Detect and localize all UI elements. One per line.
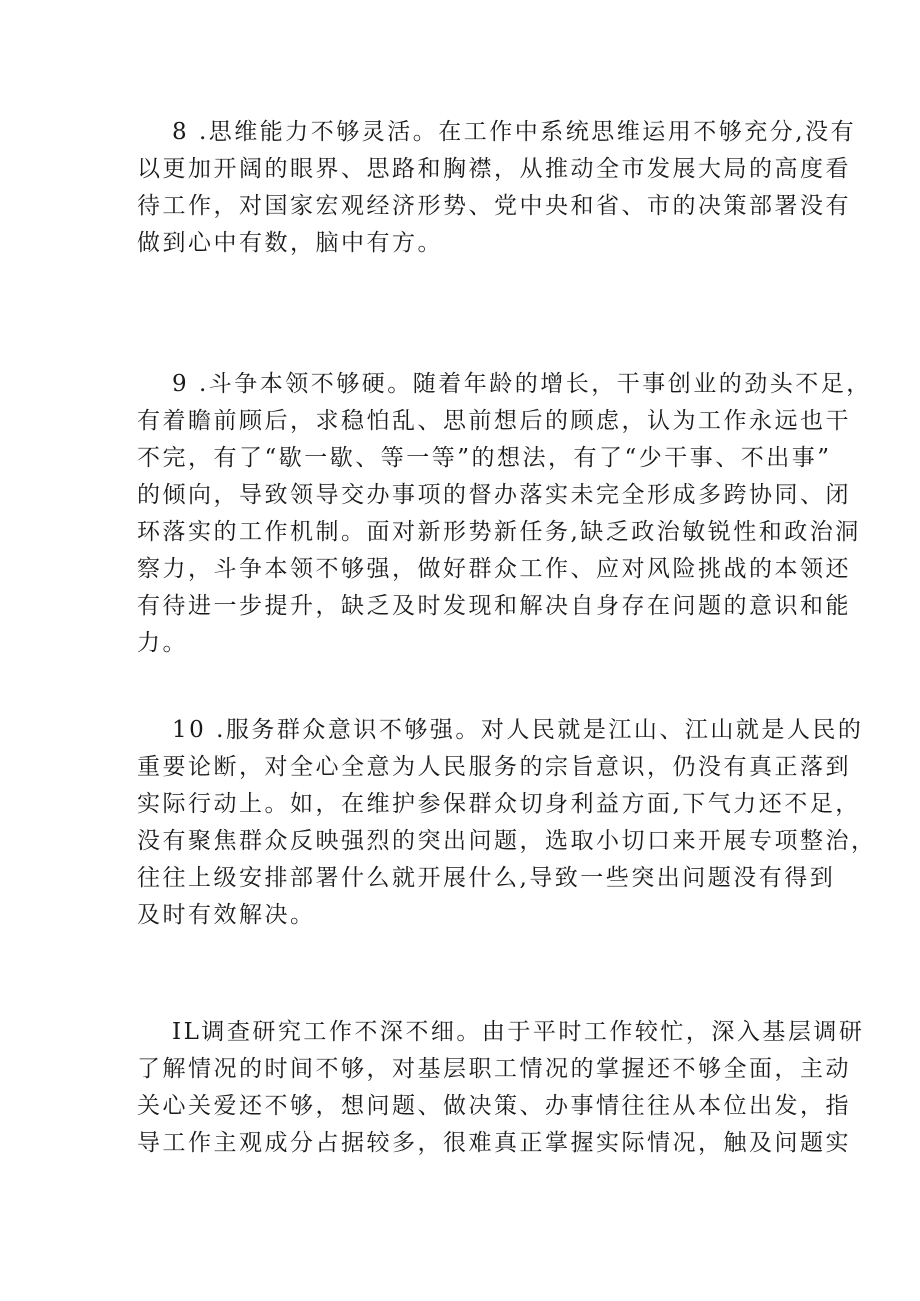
paragraph-line: 不完，有了“歇一歇、等一等”的想法，有了“少干事、不出事”	[137, 445, 832, 471]
paragraph-line: 实际行动上。如，在维护参保群众切身利益方面,下气力还不足，	[137, 791, 861, 817]
paragraph-line: 做到心中有数，脑中有方。	[137, 230, 443, 256]
paragraph-9	[137, 366, 872, 662]
paragraph-line: 待工作，对国家宏观经济形势、党中央和省、市的决策部署没有	[137, 193, 851, 219]
paragraph-line: 了解情况的时间不够，对基层职工情况的掌握还不够全面，主动	[137, 1056, 851, 1082]
paragraph-line: 有待进一步提升，缺乏及时发现和解决自身存在问题的意识和能	[137, 593, 851, 619]
paragraph-10	[137, 712, 877, 934]
paragraph-line: 察力，斗争本领不够强，做好群众工作、应对风险挑战的本领还	[137, 556, 851, 582]
paragraph-line: 有着瞻前顾后，求稳怕乱、思前想后的顾虑，认为工作永远也干	[137, 408, 851, 434]
paragraph-line: 的倾向，导致领导交办事项的督办落实未完全形成多跨协同、闭	[137, 482, 851, 508]
paragraph-line: 环落实的工作机制。面对新形势新任务,缺乏政治敏锐性和政治洞	[137, 519, 861, 545]
paragraph-8	[137, 114, 857, 262]
paragraph-11	[137, 1014, 865, 1162]
paragraph-line: 及时有效解决。	[137, 902, 316, 928]
paragraph-line: 8 .思维能力不够灵活。在工作中系统思维运用不够充分,没有	[172, 119, 857, 145]
paragraph-line: 关心关爱还不够，想问题、做决策、办事情往往从本位出发，指	[137, 1093, 851, 1119]
paragraph-line: 没有聚焦群众反映强烈的突出问题，选取小切口来开展专项整治，	[137, 828, 877, 854]
paragraph-line: 导工作主观成分占据较多，很难真正掌握实际情况，触及问题实	[137, 1130, 851, 1156]
paragraph-line: 力。	[137, 630, 188, 656]
paragraph-line: 以更加开阔的眼界、思路和胸襟，从推动全市发展大局的高度看	[137, 156, 851, 182]
paragraph-line: IL调查研究工作不深不细。由于平时工作较忙，深入基层调研	[172, 1019, 865, 1045]
paragraph-line: 重要论断，对全心全意为人民服务的宗旨意识，仍没有真正落到	[137, 754, 851, 780]
paragraph-line: 9 .斗争本领不够硬。随着年龄的增长，干事创业的劲头不足，	[172, 371, 872, 397]
paragraph-line: 10 .服务群众意识不够强。对人民就是江山、江山就是人民的	[172, 717, 864, 743]
paragraph-line: 往往上级安排部署什么就开展什么,导致一些突出问题没有得到	[137, 865, 836, 891]
